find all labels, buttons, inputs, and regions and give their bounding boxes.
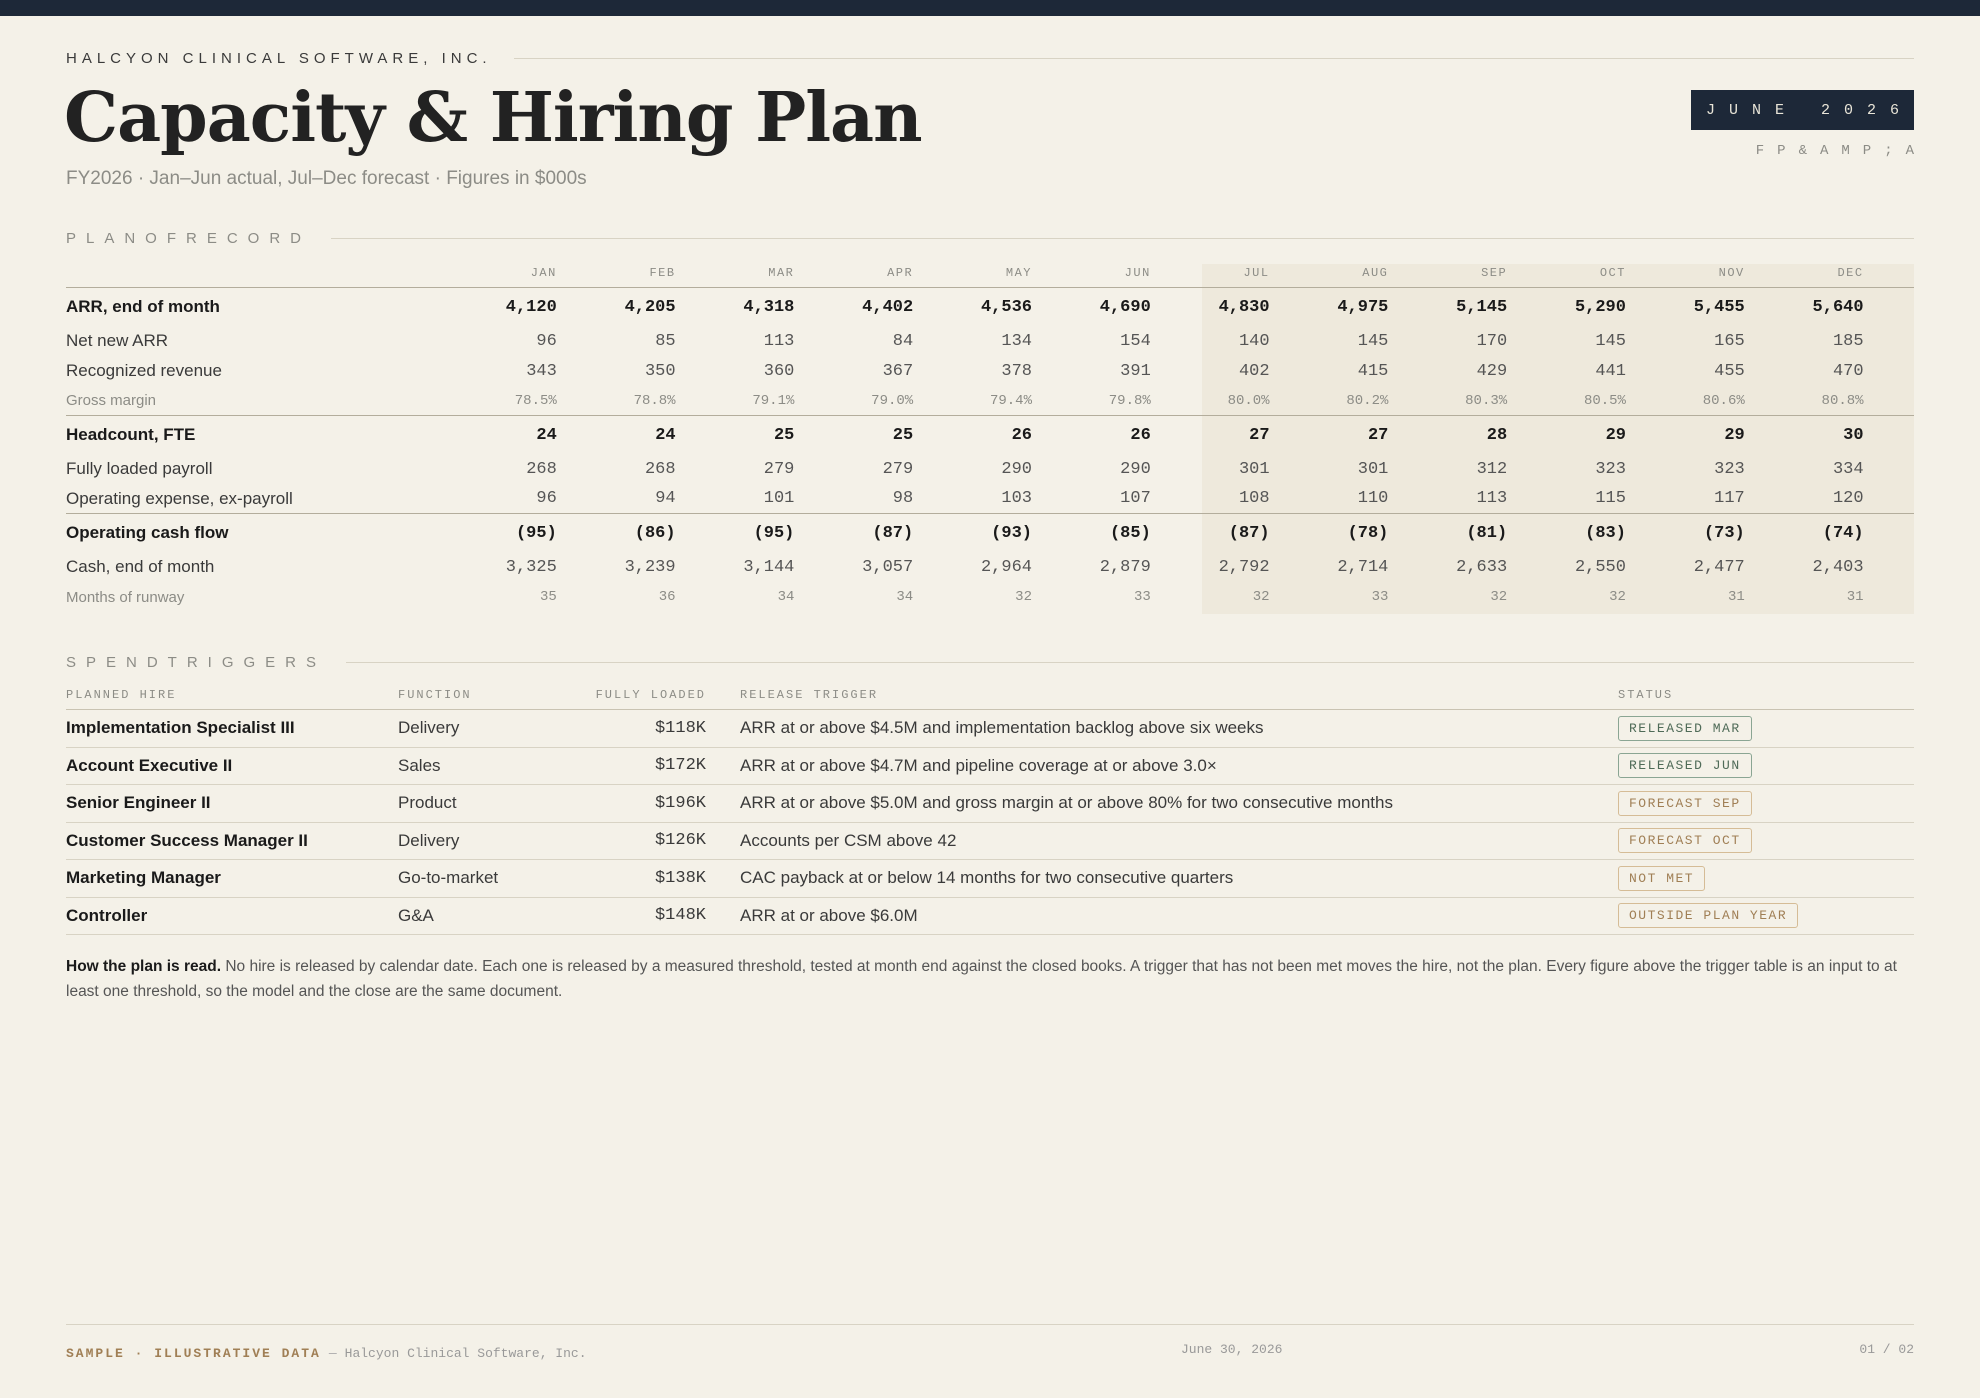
value-cell: (73)	[1703, 523, 1745, 543]
value-cell: (81)	[1466, 523, 1508, 543]
status-cell	[1618, 828, 1914, 853]
month-header: JUN	[1124, 265, 1151, 280]
col-header-hire: PLANNED HIRE	[66, 687, 177, 702]
value-cell: 96	[536, 489, 557, 508]
note-body: No hire is released by calendar date. Each one is released by a measured threshold, tested at month end against the closed books. A trigger that has not been met moves the hire, not the plan. Every figure above the trigger table is an input to at least one threshold, so the model and the close are the same document.	[66, 958, 1897, 1000]
value-cell: 343	[526, 361, 557, 381]
value-cell: 2,633	[1456, 557, 1508, 577]
month-header: MAY	[1005, 265, 1032, 280]
col-header-cost: FULLY LOADED	[595, 687, 706, 702]
value-cell: 25	[892, 425, 914, 445]
hire-function: Sales	[398, 755, 441, 775]
value-cell: 4,120	[505, 297, 557, 317]
status-cell	[1618, 716, 1914, 741]
release-trigger: ARR at or above $5.0M and gross margin at or above 80% for two consecutive months	[740, 793, 1393, 813]
value-cell: 402	[1238, 361, 1270, 381]
row-label: Operating cash flow	[66, 523, 229, 542]
plan-header-row	[66, 258, 1914, 288]
section-divider	[331, 238, 1914, 239]
value-cell: 2,714	[1337, 557, 1389, 577]
hire-name: Customer Success Manager II	[66, 830, 308, 850]
company-name: HALCYON CLINICAL SOFTWARE, INC.	[66, 50, 492, 67]
value-cell: 80.5%	[1583, 392, 1626, 409]
value-cell: 2,964	[980, 557, 1032, 577]
release-trigger: Accounts per CSM above 42	[740, 830, 957, 850]
hire-cost: $196K	[654, 793, 706, 813]
value-cell: 415	[1357, 361, 1389, 381]
month-header: JAN	[530, 265, 557, 280]
value-cell: 2,550	[1574, 557, 1626, 577]
value-cell: 4,402	[862, 297, 914, 317]
value-cell: 2,403	[1812, 557, 1864, 577]
value-cell: 79.1%	[752, 392, 795, 409]
value-cell: (78)	[1347, 523, 1389, 543]
value-cell: (95)	[753, 523, 795, 543]
value-cell: 334	[1832, 459, 1864, 479]
plan-note	[66, 954, 1914, 1004]
value-cell: 29	[1724, 425, 1745, 445]
value-cell: 33	[1133, 589, 1151, 605]
triggers-table	[66, 680, 1914, 935]
release-trigger: ARR at or above $4.7M and pipeline coverage at or above 3.0×	[740, 755, 1217, 775]
value-cell: 279	[882, 459, 914, 479]
value-cell: 391	[1120, 361, 1151, 381]
triggers-section-header	[66, 654, 1914, 671]
hire-name: Marketing Manager	[66, 868, 221, 888]
row-label: ARR, end of month	[66, 297, 220, 316]
value-cell: 24	[655, 425, 676, 445]
value-cell: 78.5%	[514, 392, 557, 409]
row-label: Fully loaded payroll	[66, 459, 213, 478]
status-cell	[1618, 903, 1914, 928]
value-cell: 154	[1120, 331, 1151, 351]
hire-cost: $118K	[654, 718, 706, 738]
row-label: Recognized revenue	[66, 361, 222, 380]
plan-section-label: PLANOFRECORD	[66, 230, 312, 247]
value-cell: (85)	[1109, 523, 1151, 543]
value-cell: (95)	[515, 523, 557, 543]
value-cell: (87)	[872, 523, 914, 543]
row-label: Gross margin	[66, 392, 157, 409]
value-cell: 26	[1011, 425, 1032, 445]
trigger-row	[66, 823, 1914, 861]
value-cell: 3,057	[862, 557, 914, 577]
hire-name: Senior Engineer II	[66, 793, 211, 813]
status-badge: RELEASED MAR	[1618, 716, 1752, 741]
triggers-header-row	[66, 680, 1914, 710]
row-label: Cash, end of month	[66, 557, 215, 576]
plan-row	[66, 386, 1914, 416]
value-cell: 113	[763, 331, 795, 351]
row-label: Months of runway	[66, 588, 185, 606]
value-cell: 165	[1714, 331, 1745, 351]
plan-section-header	[66, 230, 1914, 247]
value-cell: 145	[1595, 331, 1626, 351]
hire-function: G&A	[398, 905, 434, 925]
plan-row	[66, 416, 1914, 454]
value-cell: 301	[1357, 459, 1389, 479]
value-cell: 323	[1595, 459, 1626, 479]
value-cell: 80.8%	[1821, 392, 1864, 409]
plan-row	[66, 484, 1914, 514]
col-header-function: FUNCTION	[398, 687, 472, 702]
value-cell: 29	[1605, 425, 1626, 445]
plan-row	[66, 356, 1914, 386]
value-cell: 279	[763, 459, 795, 479]
value-cell: 31	[1727, 589, 1745, 605]
value-cell: (86)	[634, 523, 676, 543]
value-cell: 2,792	[1218, 557, 1270, 577]
row-label: Net new ARR	[66, 331, 169, 350]
value-cell: 185	[1832, 331, 1864, 351]
plan-row	[66, 582, 1914, 612]
footer-divider	[66, 1324, 1914, 1325]
value-cell: 94	[655, 489, 676, 508]
plan-row	[66, 514, 1914, 552]
value-cell: 32	[1490, 589, 1508, 605]
value-cell: 5,290	[1574, 297, 1626, 317]
value-cell: 455	[1714, 361, 1745, 381]
value-cell: (93)	[991, 523, 1032, 543]
trigger-row	[66, 785, 1914, 823]
value-cell: (83)	[1585, 523, 1626, 543]
value-cell: 36	[658, 589, 676, 605]
value-cell: 3,144	[743, 557, 795, 577]
value-cell: 108	[1238, 489, 1270, 508]
value-cell: (74)	[1822, 523, 1864, 543]
release-trigger: ARR at or above $6.0M	[740, 905, 918, 925]
value-cell: 103	[1001, 489, 1032, 508]
month-header: SEP	[1481, 265, 1508, 280]
month-header: OCT	[1599, 265, 1626, 280]
trigger-row	[66, 748, 1914, 786]
value-cell: 5,145	[1456, 297, 1508, 317]
plan-row	[66, 288, 1914, 326]
value-cell: 134	[1001, 331, 1032, 351]
plan-row	[66, 552, 1914, 582]
month-header: AUG	[1362, 265, 1389, 280]
value-cell: 34	[777, 589, 795, 605]
value-cell: 85	[655, 331, 676, 351]
value-cell: (87)	[1228, 523, 1270, 543]
release-trigger: ARR at or above $4.5M and implementation backlog above six weeks	[740, 718, 1264, 738]
hire-cost: $172K	[654, 756, 706, 776]
value-cell: 120	[1832, 489, 1864, 508]
status-cell	[1618, 791, 1914, 816]
value-cell: 429	[1476, 361, 1508, 381]
month-header: DEC	[1837, 265, 1864, 280]
value-cell: 24	[536, 425, 557, 445]
status-badge: NOT MET	[1618, 866, 1705, 891]
value-cell: 140	[1238, 331, 1270, 351]
hire-cost: $148K	[654, 906, 706, 926]
value-cell: 25	[773, 425, 795, 445]
hire-name: Implementation Specialist III	[66, 718, 295, 738]
hire-cost: $138K	[654, 868, 706, 888]
value-cell: 367	[882, 361, 914, 381]
row-label: Headcount, FTE	[66, 425, 196, 444]
release-trigger: CAC payback at or below 14 months for two consecutive quarters	[740, 868, 1234, 888]
value-cell: 79.0%	[871, 392, 914, 409]
hire-function: Product	[398, 793, 457, 813]
value-cell: 5,640	[1812, 297, 1864, 317]
status-badge: FORECAST SEP	[1618, 791, 1752, 816]
value-cell: 84	[892, 331, 914, 351]
value-cell: 2,477	[1693, 557, 1745, 577]
value-cell: 80.6%	[1702, 392, 1745, 409]
value-cell: 30	[1843, 425, 1864, 445]
plan-row	[66, 326, 1914, 356]
value-cell: 4,975	[1337, 297, 1389, 317]
footer-company: Halcyon Clinical Software, Inc.	[344, 1346, 587, 1361]
value-cell: 4,830	[1218, 297, 1270, 317]
hire-name: Controller	[66, 905, 148, 925]
month-header: NOV	[1718, 265, 1745, 280]
footer-date: June 30, 2026	[1181, 1342, 1283, 1357]
value-cell: 79.8%	[1108, 392, 1151, 409]
value-cell: 350	[644, 361, 676, 381]
company-header	[66, 50, 1914, 67]
month-header: JUL	[1243, 265, 1270, 280]
value-cell: 35	[539, 589, 557, 605]
value-cell: 360	[763, 361, 795, 381]
value-cell: 301	[1238, 459, 1270, 479]
value-cell: 3,325	[505, 557, 557, 577]
header-divider	[514, 58, 1914, 59]
value-cell: 26	[1130, 425, 1151, 445]
value-cell: 290	[1001, 459, 1032, 479]
value-cell: 441	[1595, 361, 1626, 381]
value-cell: 378	[1001, 361, 1032, 381]
value-cell: 96	[536, 331, 557, 351]
value-cell: 27	[1367, 425, 1389, 445]
status-badge: RELEASED JUN	[1618, 753, 1752, 778]
status-badge: FORECAST OCT	[1618, 828, 1752, 853]
value-cell: 27	[1249, 425, 1270, 445]
hire-function: Delivery	[398, 718, 460, 738]
trigger-row	[66, 860, 1914, 898]
value-cell: 290	[1120, 459, 1151, 479]
value-cell: 470	[1832, 361, 1864, 381]
value-cell: 2,879	[1099, 557, 1151, 577]
status-cell	[1618, 753, 1914, 778]
month-header: MAR	[768, 265, 795, 280]
sample-tag: SAMPLE · ILLUSTRATIVE DATA	[66, 1346, 321, 1361]
note-lead: How the plan is read.	[66, 958, 222, 975]
hire-cost: $126K	[654, 831, 706, 851]
trigger-row	[66, 898, 1914, 936]
value-cell: 323	[1714, 459, 1745, 479]
trigger-row	[66, 710, 1914, 748]
value-cell: 79.4%	[989, 392, 1032, 409]
section-divider	[346, 662, 1914, 663]
value-cell: 110	[1357, 489, 1389, 508]
col-header-status: STATUS	[1618, 687, 1674, 702]
value-cell: 268	[526, 459, 557, 479]
page-number: 01 / 02	[1859, 1342, 1914, 1357]
value-cell: 34	[896, 589, 914, 605]
status-badge: OUTSIDE PLAN YEAR	[1618, 903, 1798, 928]
footer-separator: —	[328, 1346, 337, 1361]
hire-function: Delivery	[398, 830, 460, 850]
value-cell: 170	[1476, 331, 1508, 351]
month-header: FEB	[649, 265, 676, 280]
value-cell: 268	[644, 459, 676, 479]
plan-row	[66, 454, 1914, 484]
value-cell: 115	[1595, 489, 1626, 508]
triggers-section-label: SPENDTRIGGERS	[66, 654, 327, 671]
value-cell: 4,536	[980, 297, 1032, 317]
value-cell: 80.2%	[1346, 392, 1389, 409]
value-cell: 107	[1120, 489, 1151, 508]
col-header-trigger: RELEASE TRIGGER	[740, 687, 879, 702]
value-cell: 3,239	[624, 557, 676, 577]
value-cell: 32	[1252, 589, 1270, 605]
value-cell: 5,455	[1693, 297, 1745, 317]
value-cell: 80.0%	[1227, 392, 1270, 409]
value-cell: 28	[1486, 425, 1508, 445]
value-cell: 32	[1015, 589, 1032, 605]
page-title: Capacity & Hiring Plan	[64, 78, 922, 158]
value-cell: 113	[1476, 489, 1508, 508]
value-cell: 4,318	[743, 297, 795, 317]
value-cell: 32	[1609, 589, 1626, 605]
value-cell: 117	[1714, 489, 1745, 508]
value-cell: 145	[1357, 331, 1389, 351]
hire-name: Account Executive II	[66, 755, 233, 775]
value-cell: 4,205	[624, 297, 676, 317]
value-cell: 101	[763, 489, 795, 508]
hire-function: Go-to-market	[398, 868, 499, 888]
value-cell: 4,690	[1099, 297, 1151, 317]
page-subtitle: FY2026 · Jan–Jun actual, Jul–Dec forecast · Figures in $000s	[66, 168, 587, 189]
value-cell: 33	[1371, 589, 1389, 605]
top-bar	[0, 0, 1980, 16]
plan-table	[66, 258, 1914, 612]
value-cell: 80.3%	[1465, 392, 1508, 409]
date-badge: JUNE 2026	[1691, 90, 1914, 130]
month-header: APR	[887, 265, 914, 280]
row-label: Operating expense, ex-payroll	[66, 488, 293, 508]
status-cell	[1618, 866, 1914, 891]
department-label: FP&AMP;A	[1755, 143, 1927, 159]
value-cell: 31	[1846, 589, 1864, 605]
value-cell: 98	[892, 489, 914, 508]
footer-left	[66, 1346, 587, 1361]
value-cell: 78.8%	[633, 392, 676, 409]
value-cell: 312	[1476, 459, 1508, 479]
